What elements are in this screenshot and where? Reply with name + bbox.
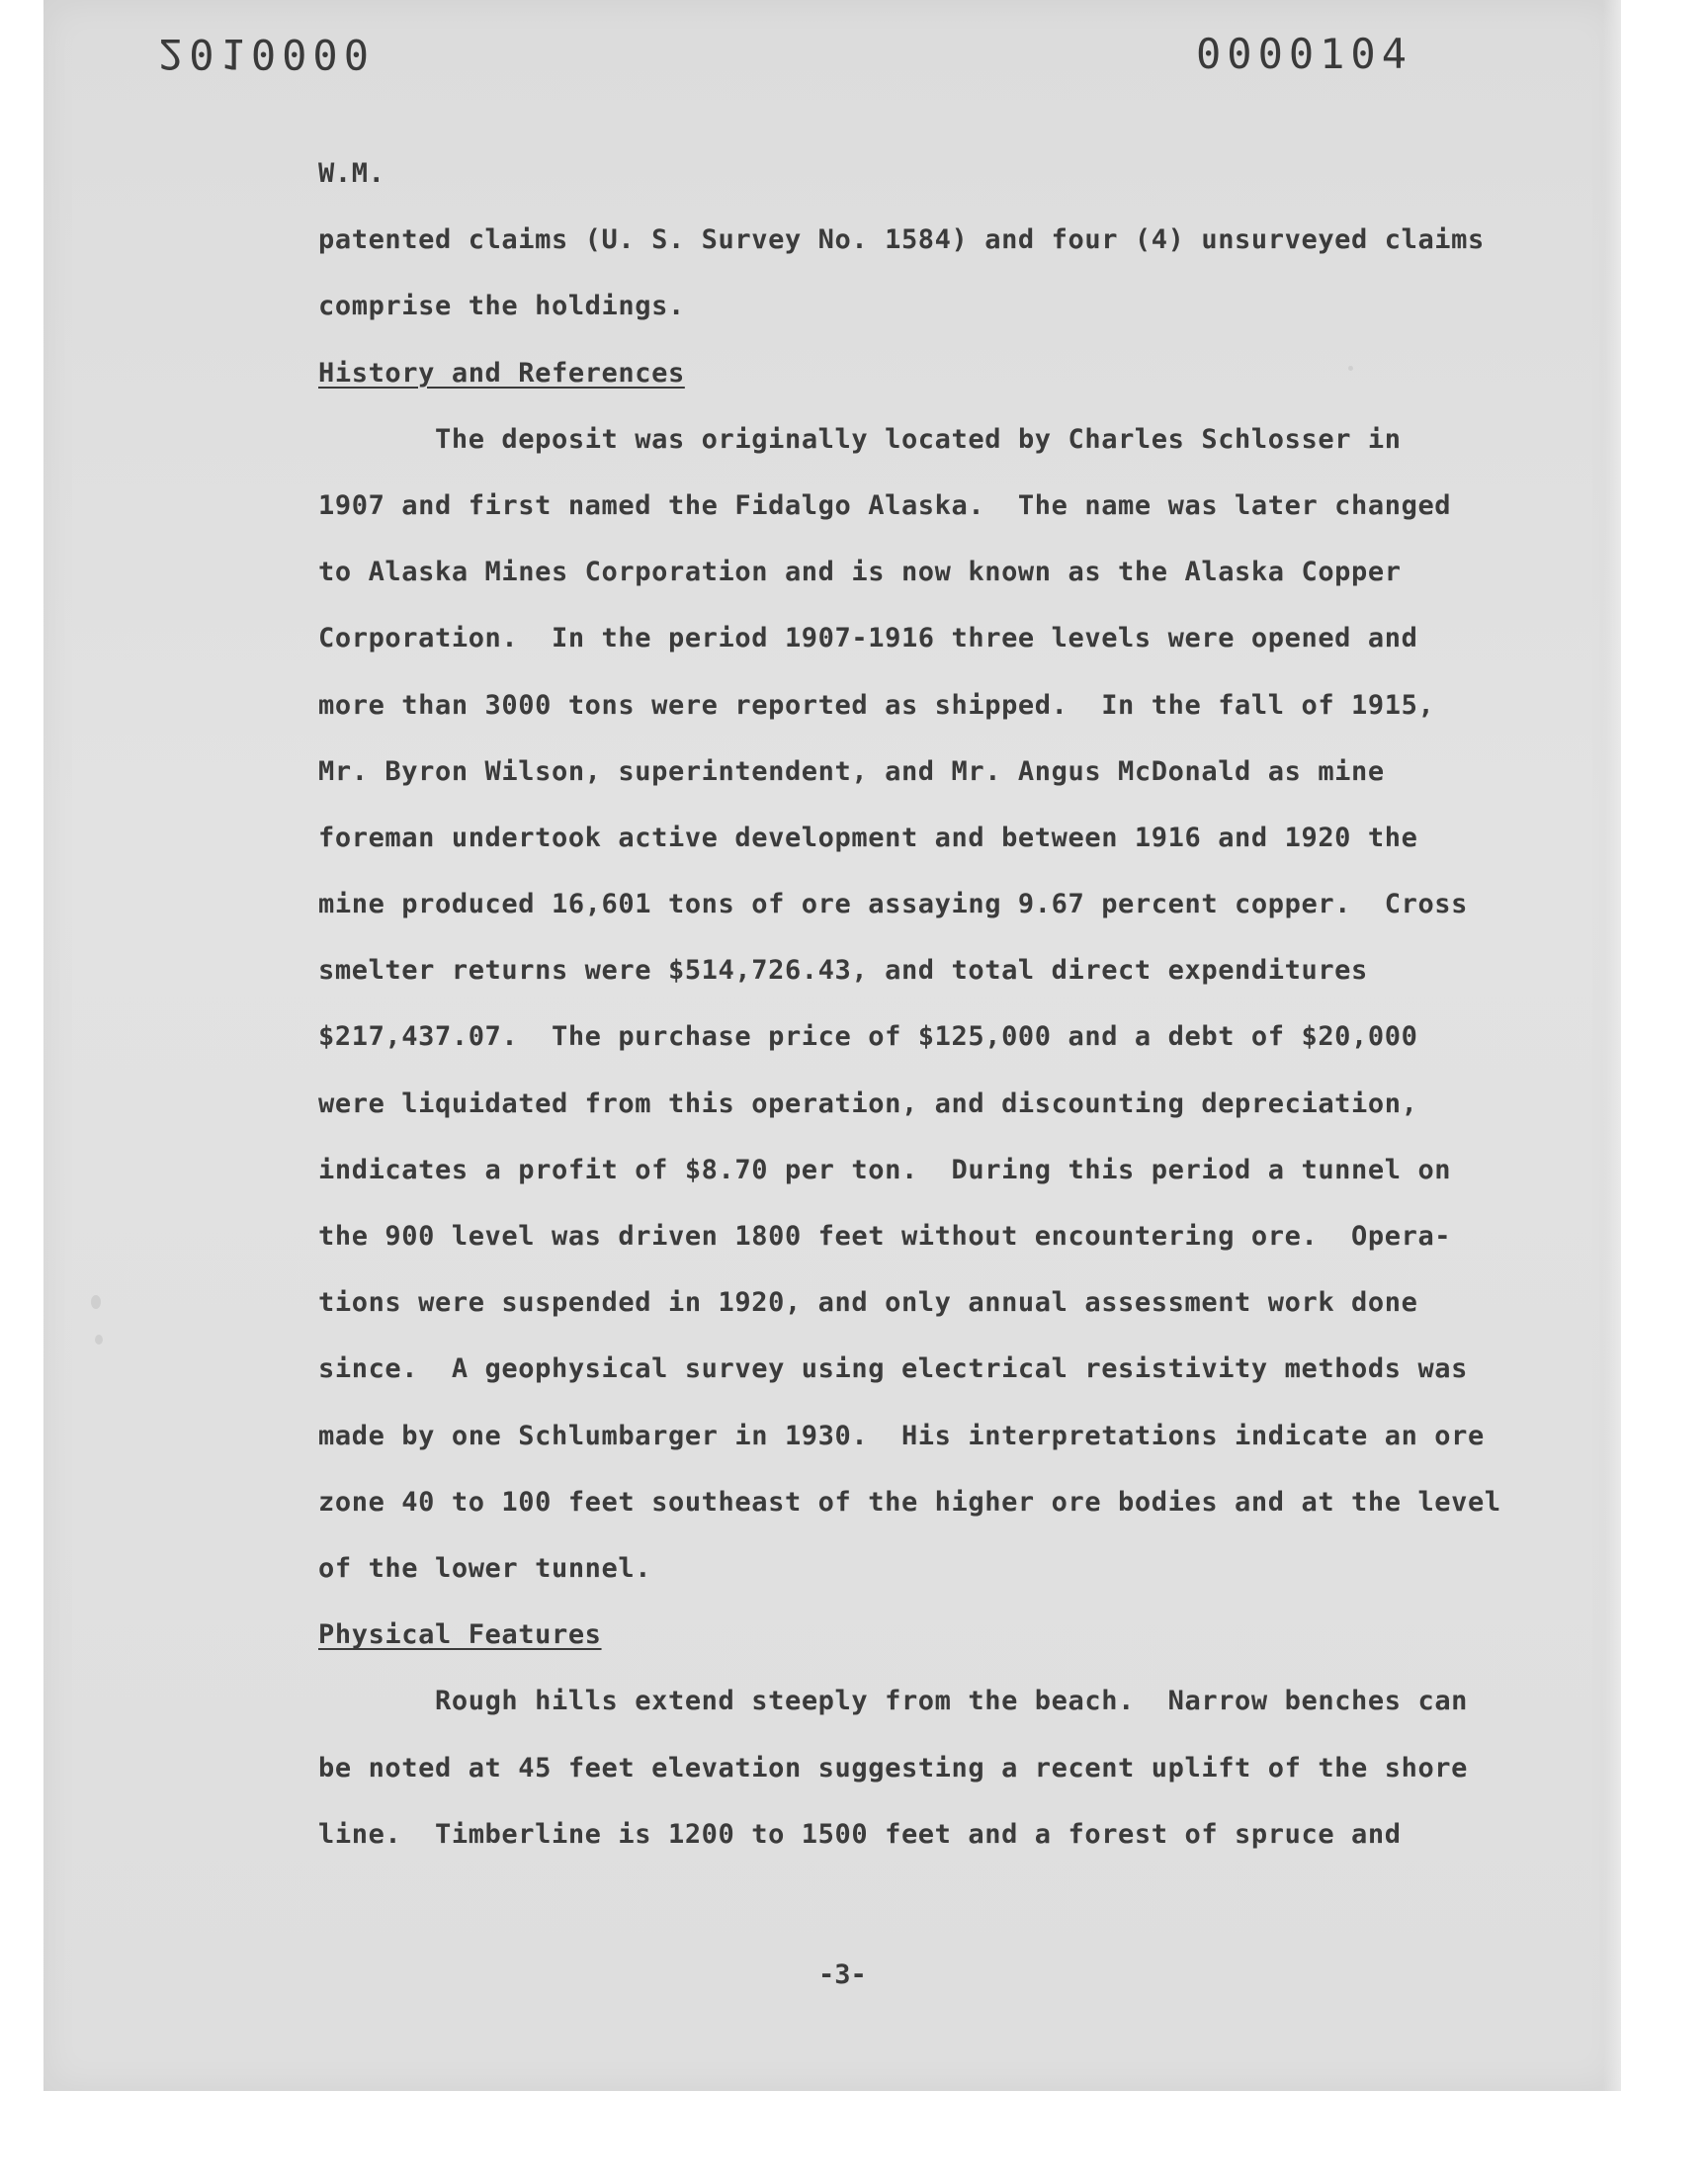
scan-speck	[95, 1335, 103, 1345]
text-line: more than 3000 tons were reported as shipped. In the fall of 1915,	[318, 689, 1435, 721]
section-heading-text: Physical Features	[318, 1619, 602, 1651]
document-body	[318, 140, 1504, 1868]
text-line: were liquidated from this operation, and discounting depreciation,	[318, 1088, 1418, 1119]
text-line: smelter returns were $514,726.43, and total direct expenditures	[318, 955, 1368, 987]
text-line: tions were suspended in 1920, and only annual assessment work done	[318, 1287, 1418, 1319]
text-line: of the lower tunnel.	[318, 1552, 652, 1584]
text-line: foreman undertook active development and between 1916 and 1920 the	[318, 822, 1418, 853]
text-line: Rough hills extend steeply from the beach. Narrow benches can	[435, 1686, 1469, 1717]
scan-speck	[91, 1295, 101, 1309]
text-line: patented claims (U. S. Survey No. 1584) and four (4) unsurveyed claims	[318, 224, 1485, 256]
text-line: to Alaska Mines Corporation and is now known as the Alaska Copper	[318, 557, 1402, 588]
text-line: Mr. Byron Wilson, superintendent, and Mr. Angus McDonald as mine	[318, 755, 1385, 787]
page-number: -3-	[818, 1959, 867, 1990]
section-heading	[318, 340, 1504, 406]
section-heading-text: History and References	[318, 357, 685, 389]
text-line: mine produced 16,601 tons of ore assaying 9.67 percent copper. Cross	[318, 889, 1469, 920]
document-number-stamp-left: 2010000	[158, 30, 376, 78]
section-heading	[318, 1602, 1504, 1668]
text-line: be noted at 45 feet elevation suggesting a recent uplift of the shore	[318, 1752, 1469, 1784]
text-line: the 900 level was driven 1800 feet without encountering ore. Opera-	[318, 1221, 1452, 1252]
text-line: made by one Schlumbarger in 1930. His interpretations indicate an ore	[318, 1420, 1485, 1451]
text-line: The deposit was originally located by Charles Schlosser in	[435, 423, 1402, 455]
text-line: Corporation. In the period 1907-1916 three levels were opened and	[318, 623, 1418, 654]
text-line: comprise the holdings.	[318, 291, 685, 322]
text-line: 1907 and first named the Fidalgo Alaska. The name was later changed	[318, 489, 1452, 521]
text-line: line. Timberline is 1200 to 1500 feet and a forest of spruce and	[318, 1818, 1402, 1850]
document-number-stamp-right: 0000104	[1196, 30, 1413, 78]
text-line: indicates a profit of $8.70 per ton. During this period a tunnel on	[318, 1154, 1452, 1185]
text-line: zone 40 to 100 feet southeast of the higher ore bodies and at the level	[318, 1486, 1501, 1518]
text-line: W.M.	[318, 158, 385, 189]
text-line: $217,437.07. The purchase price of $125,000 and a debt of $20,000	[318, 1021, 1418, 1053]
text-line: since. A geophysical survey using electrical resistivity methods was	[318, 1353, 1469, 1385]
